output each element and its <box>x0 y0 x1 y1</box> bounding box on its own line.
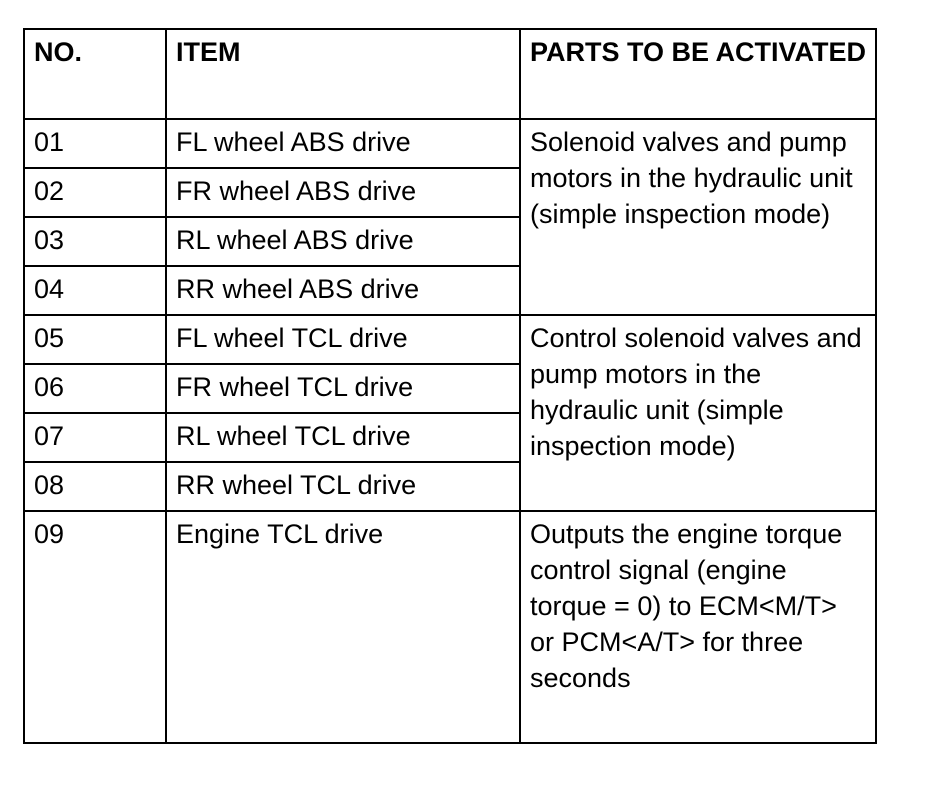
header-parts: PARTS TO BE ACTIVATED <box>520 29 876 119</box>
table-row <box>24 315 876 364</box>
row-item: RR wheel ABS drive <box>166 266 520 315</box>
row-item: FL wheel ABS drive <box>166 119 520 168</box>
row-item: RL wheel ABS drive <box>166 217 520 266</box>
table-row <box>24 511 876 743</box>
row-no: 08 <box>24 462 166 511</box>
row-item: FL wheel TCL drive <box>166 315 520 364</box>
header-no: NO. <box>24 29 166 119</box>
row-no: 05 <box>24 315 166 364</box>
row-no: 09 <box>24 511 166 743</box>
parts-abs: Solenoid valves and pump motors in the hydraulic unit (simple inspection mode) <box>520 119 876 315</box>
parts-tcl: Control solenoid valves and pump motors in the hydraulic unit (simple inspection mode) <box>520 315 876 511</box>
row-no: 03 <box>24 217 166 266</box>
row-item: RR wheel TCL drive <box>166 462 520 511</box>
row-no: 01 <box>24 119 166 168</box>
table-row <box>24 119 876 168</box>
row-no: 06 <box>24 364 166 413</box>
parts-engine: Outputs the engine torque control signal (engine torque = 0) to ECM<M/T> or PCM<A/T> for three seconds <box>520 511 876 743</box>
row-item: FR wheel ABS drive <box>166 168 520 217</box>
header-item: ITEM <box>166 29 520 119</box>
activation-table <box>23 28 877 744</box>
row-no: 04 <box>24 266 166 315</box>
row-no: 07 <box>24 413 166 462</box>
row-item: RL wheel TCL drive <box>166 413 520 462</box>
row-item: Engine TCL drive <box>166 511 520 743</box>
header-row <box>24 29 876 119</box>
row-item: FR wheel TCL drive <box>166 364 520 413</box>
row-no: 02 <box>24 168 166 217</box>
